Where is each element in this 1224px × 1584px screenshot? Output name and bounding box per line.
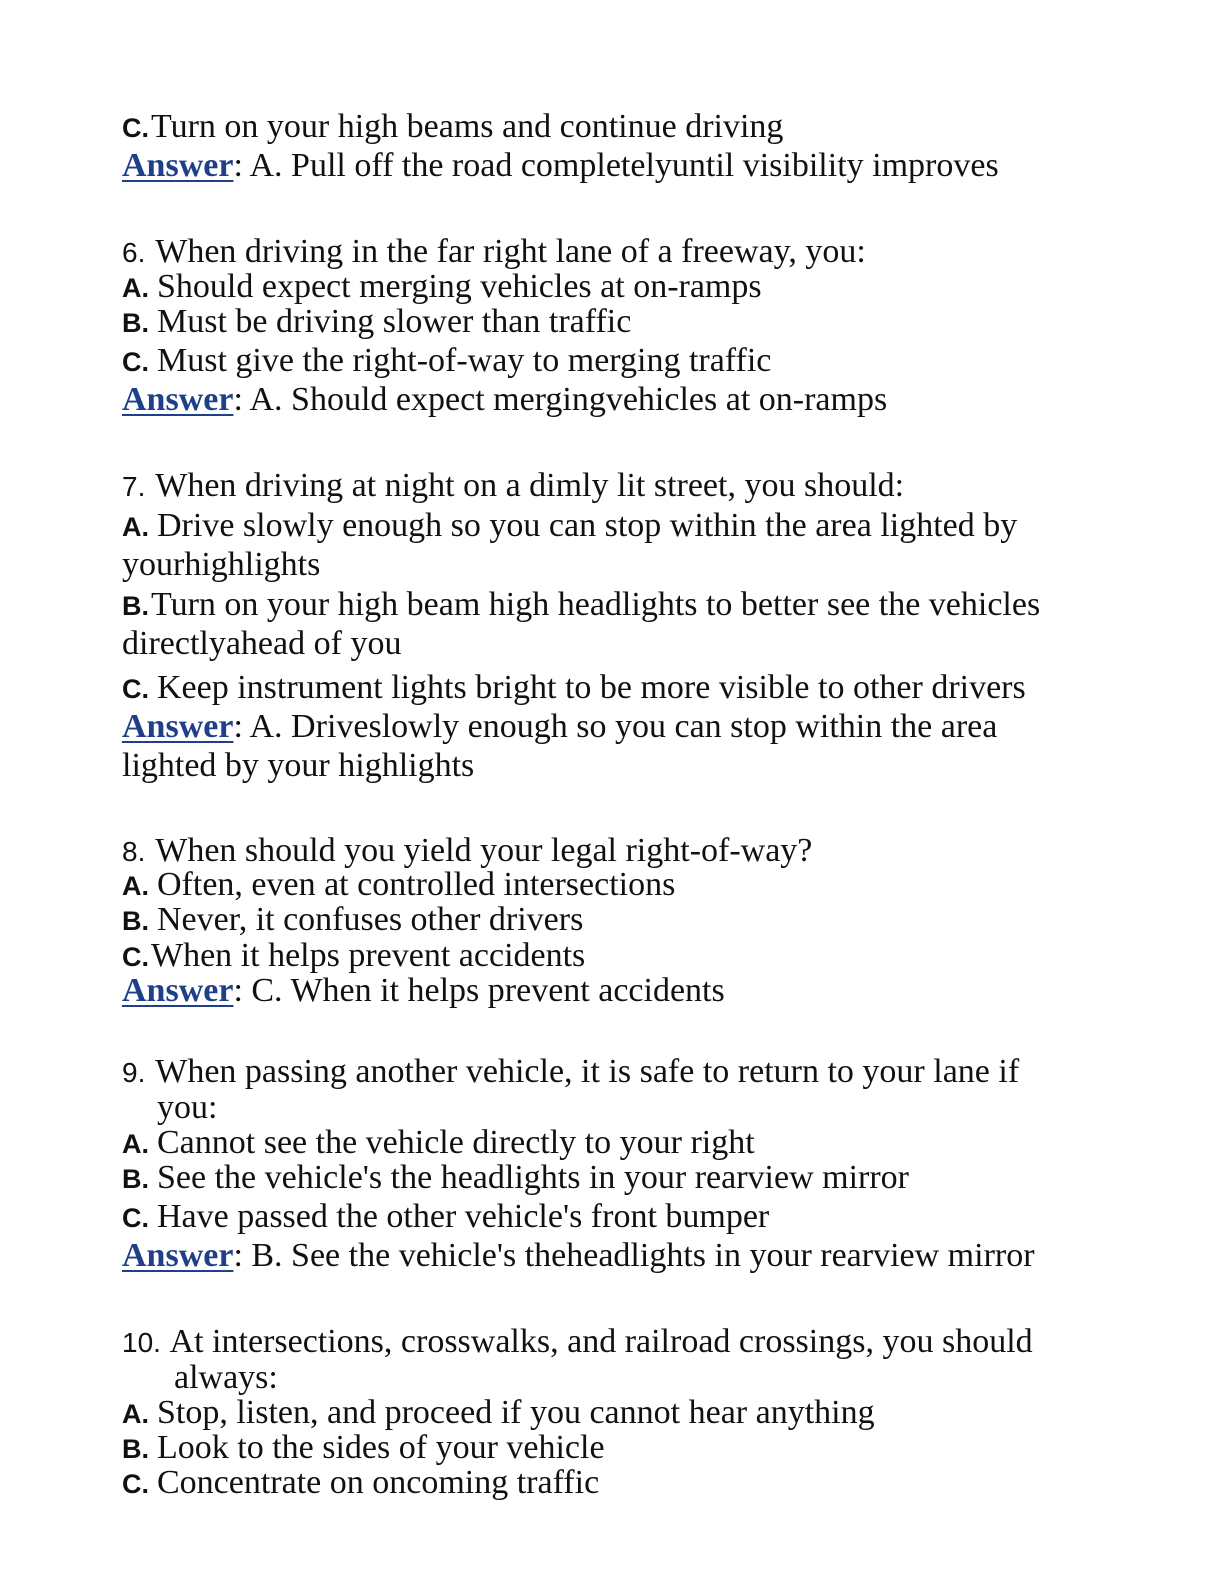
option-letter: A. (122, 1399, 149, 1429)
option-text: Cannot see the vehicle directly to your right (157, 1124, 755, 1161)
q7-question (122, 467, 904, 506)
option-text: Must give the right-of-way to merging traffic (157, 342, 772, 379)
option-text: Often, even at controlled intersections (157, 866, 676, 903)
question-text: When driving at night on a dimly lit street, you should: (147, 467, 905, 504)
q6-question (122, 233, 866, 272)
option-text: Should expect merging vehicles at on-ramps (157, 268, 762, 305)
q10-option-a (122, 1394, 875, 1433)
option-letter: A. (122, 512, 149, 542)
q8-option-c (122, 937, 585, 976)
q8-option-b (122, 901, 583, 940)
answer-text: : C. When it helps prevent accidents (233, 972, 725, 1009)
option-letter: A. (122, 273, 149, 303)
answer-label: Answer (122, 381, 234, 418)
option-text: Drive slowly enough so you can stop within the area lighted by (157, 507, 1018, 544)
option-letter: B. (122, 1434, 149, 1464)
option-text: Concentrate on oncoming traffic (157, 1464, 600, 1501)
question-text: you: (157, 1089, 218, 1126)
q9-question (122, 1053, 1019, 1092)
option-letter: B. (122, 1164, 149, 1194)
option-text: Look to the sides of your vehicle (157, 1429, 605, 1466)
option-letter: A. (122, 871, 149, 901)
option-text: Turn on your high beams and continue driving (151, 108, 784, 145)
option-text: Have passed the other vehicle's front bumper (157, 1198, 770, 1235)
answer-text: : A. Pull off the road completelyuntil visibility improves (233, 147, 999, 184)
q10-option-c (122, 1464, 599, 1503)
q6-option-a (122, 268, 762, 307)
q9-option-b (122, 1159, 909, 1198)
q7-option-a (122, 507, 1017, 546)
option-text: See the vehicle's the headlights in your rearview mirror (157, 1159, 909, 1196)
option-text: directlyahead of you (122, 625, 402, 662)
option-text: When it helps prevent accidents (151, 937, 586, 974)
q9-answer (122, 1237, 1035, 1275)
question-text: When driving in the far right lane of a freeway, you: (147, 233, 866, 270)
answer-label: Answer (122, 147, 234, 184)
answer-text: : A. Should expect mergingvehicles at on-ramps (233, 381, 888, 418)
option-text: Turn on your high beam high headlights to better see the vehicles (151, 586, 1041, 623)
q5-option-c (122, 108, 783, 147)
option-text: Stop, listen, and proceed if you cannot hear anything (157, 1394, 875, 1431)
answer-label: Answer (122, 1237, 234, 1274)
q7-option-b-continued (122, 625, 401, 663)
q7-option-a-continued (122, 546, 320, 584)
q7-option-b (122, 586, 1040, 625)
q6-option-b (122, 303, 631, 342)
option-text: Never, it confuses other drivers (157, 901, 584, 938)
question-number: 7. (122, 471, 146, 502)
question-text: When passing another vehicle, it is safe to return to your lane if (147, 1053, 1020, 1090)
option-text: yourhighlights (122, 546, 321, 583)
q10-question (122, 1323, 1033, 1362)
q7-answer (122, 708, 997, 746)
question-number: 8. (122, 836, 146, 867)
q7-option-c (122, 669, 1026, 708)
option-letter: A. (122, 1129, 149, 1159)
answer-label: Answer (122, 972, 234, 1009)
question-text: always: (174, 1359, 278, 1396)
q8-answer (122, 972, 725, 1010)
option-letter: B. (122, 906, 149, 936)
answer-text: : B. See the vehicle's theheadlights in your rearview mirror (233, 1237, 1035, 1274)
option-letter: B. (122, 591, 149, 621)
q6-answer (122, 381, 887, 419)
option-letter: C. (122, 674, 149, 704)
q10-question-continued (174, 1359, 278, 1397)
option-letter: C. (122, 942, 149, 972)
question-number: 6. (122, 237, 146, 268)
option-letter: C. (122, 347, 149, 377)
option-letter: B. (122, 308, 149, 338)
q9-option-a (122, 1124, 755, 1163)
q6-option-c (122, 342, 771, 381)
option-text: Must be driving slower than traffic (157, 303, 632, 340)
question-number: 10. (122, 1327, 161, 1358)
q9-option-c (122, 1198, 769, 1237)
answer-label: Answer (122, 708, 234, 745)
q5-answer (122, 147, 999, 185)
option-letter: C. (122, 1203, 149, 1233)
answer-text: : A. Driveslowly enough so you can stop within the area (233, 708, 998, 745)
answer-text: lighted by your highlights (122, 747, 475, 784)
q9-question-continued (157, 1089, 217, 1127)
question-text: At intersections, crosswalks, and railroad crossings, you should (162, 1323, 1033, 1360)
q10-option-b (122, 1429, 605, 1468)
question-text: When should you yield your legal right-of-way? (147, 832, 813, 869)
q7-answer-continued (122, 747, 474, 785)
q8-option-a (122, 866, 675, 905)
option-letter: C. (122, 113, 149, 143)
option-text: Keep instrument lights bright to be more visible to other drivers (157, 669, 1026, 706)
option-letter: C. (122, 1469, 149, 1499)
question-number: 9. (122, 1057, 146, 1088)
